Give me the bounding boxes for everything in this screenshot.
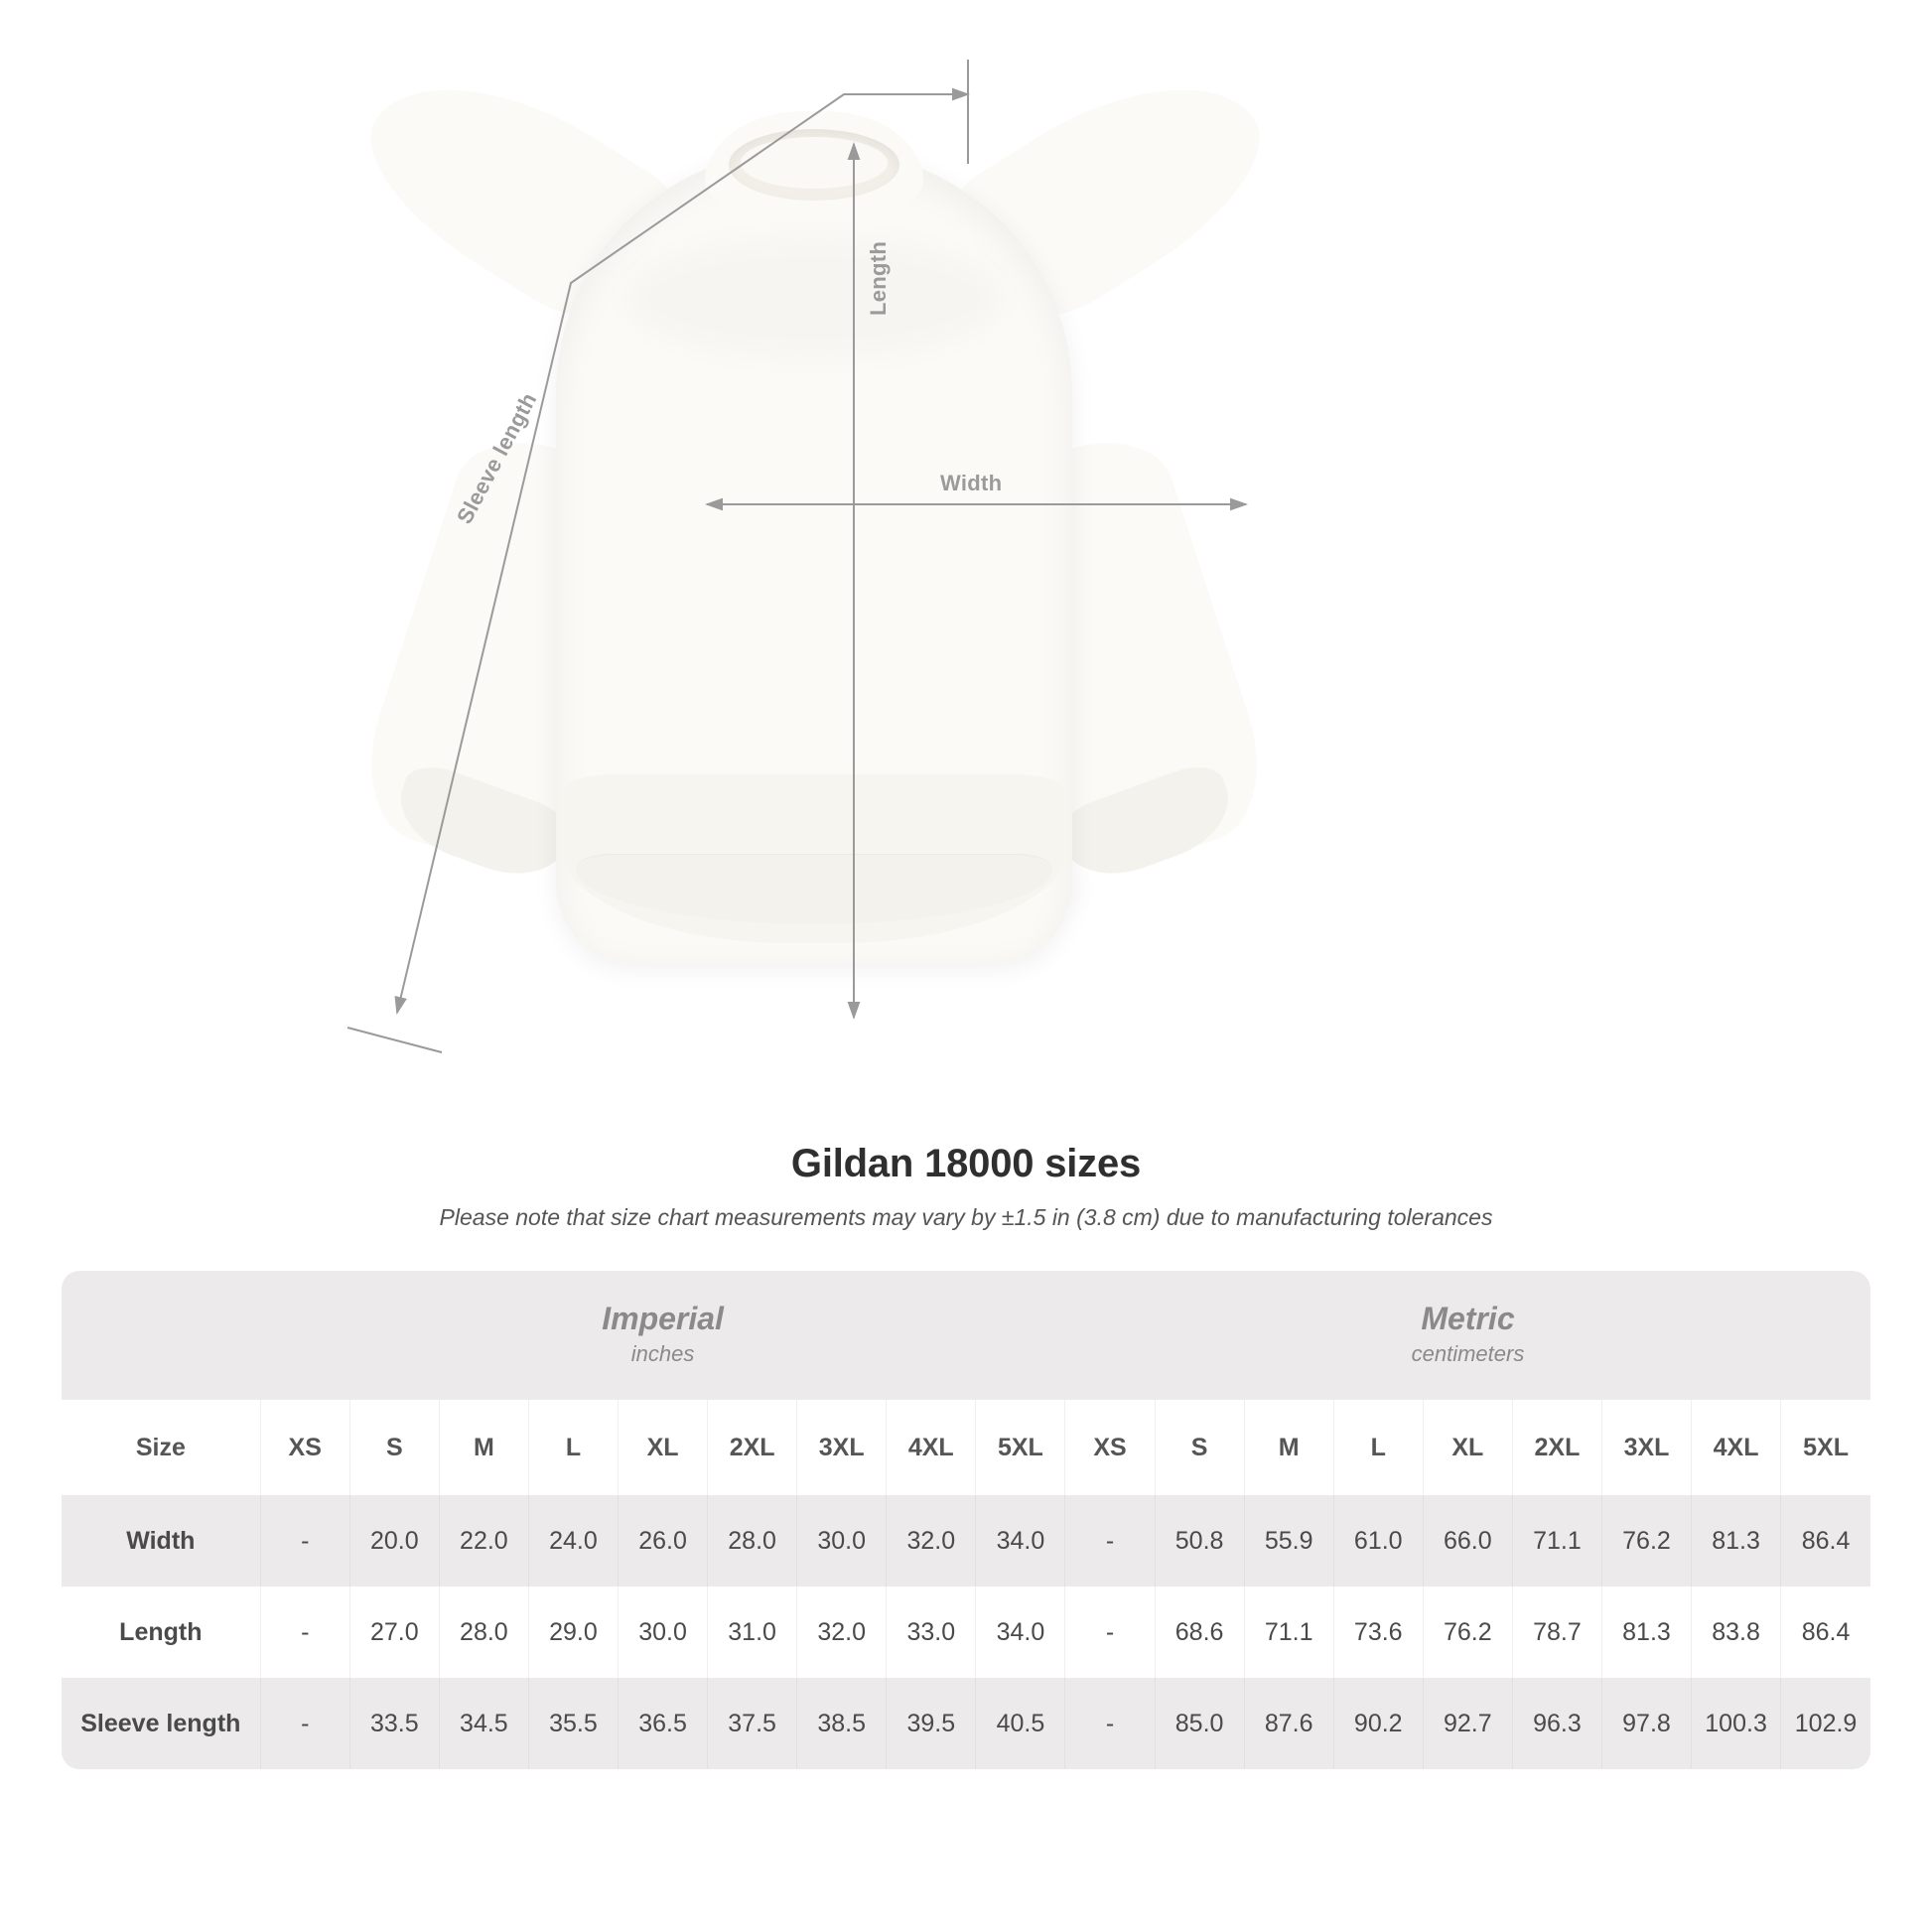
cell: - (1065, 1587, 1155, 1678)
heading-block (0, 1142, 1932, 1231)
column-header: 5XL (976, 1400, 1065, 1495)
table-row (62, 1587, 1870, 1678)
cell: 32.0 (887, 1495, 976, 1587)
cell: 29.0 (528, 1587, 618, 1678)
unit-group-metric-unit: centimeters (1411, 1340, 1525, 1366)
column-header: M (439, 1400, 528, 1495)
column-header: 2XL (708, 1400, 797, 1495)
cell: 61.0 (1333, 1495, 1423, 1587)
cell: 34.5 (439, 1678, 528, 1769)
column-header: S (349, 1400, 439, 1495)
column-header: 4XL (1692, 1400, 1781, 1495)
cell: 24.0 (528, 1495, 618, 1587)
cell: 96.3 (1512, 1678, 1601, 1769)
cell: 33.5 (349, 1678, 439, 1769)
row-label: Length (62, 1587, 260, 1678)
unit-group-imperial-unit: inches (630, 1340, 695, 1366)
cell: 34.0 (976, 1587, 1065, 1678)
cell: 68.6 (1155, 1587, 1244, 1678)
column-header: XS (1065, 1400, 1155, 1495)
cell: 90.2 (1333, 1678, 1423, 1769)
cell: 55.9 (1244, 1495, 1333, 1587)
cell: 87.6 (1244, 1678, 1333, 1769)
column-header: 3XL (797, 1400, 887, 1495)
cell: 34.0 (976, 1495, 1065, 1587)
cell: 37.5 (708, 1678, 797, 1769)
cell: 85.0 (1155, 1678, 1244, 1769)
cell: 22.0 (439, 1495, 528, 1587)
cell: 32.0 (797, 1587, 887, 1678)
unit-group-metric-name: Metric (1421, 1301, 1515, 1337)
width-dimension-label: Width (940, 471, 1003, 495)
size-table-wrapper (62, 1271, 1870, 1769)
cell: 40.5 (976, 1678, 1065, 1769)
cell: 83.8 (1692, 1587, 1781, 1678)
cell: 76.2 (1423, 1587, 1512, 1678)
cell: - (1065, 1495, 1155, 1587)
row-label: Width (62, 1495, 260, 1587)
cell: 27.0 (349, 1587, 439, 1678)
sweatshirt-graphic (328, 89, 1320, 1042)
shoulder-shading (625, 238, 1003, 357)
cell: 97.8 (1601, 1678, 1691, 1769)
column-header: 2XL (1512, 1400, 1601, 1495)
column-header: XL (1423, 1400, 1512, 1495)
cell: 30.0 (797, 1495, 887, 1587)
cell: 28.0 (439, 1587, 528, 1678)
column-header: 4XL (887, 1400, 976, 1495)
cell: 73.6 (1333, 1587, 1423, 1678)
cell: 76.2 (1601, 1495, 1691, 1587)
table-header-row (62, 1400, 1870, 1495)
cell: - (260, 1587, 349, 1678)
cell: 81.3 (1601, 1587, 1691, 1678)
row-label: Sleeve length (62, 1678, 260, 1769)
cell: 33.0 (887, 1587, 976, 1678)
cell: - (1065, 1678, 1155, 1769)
column-header: L (1333, 1400, 1423, 1495)
cell: 38.5 (797, 1678, 887, 1769)
sleeve-length-dimension-label: Sleeve length (452, 388, 542, 528)
column-header: XS (260, 1400, 349, 1495)
unit-group-imperial-name: Imperial (602, 1301, 724, 1337)
cell: 35.5 (528, 1678, 618, 1769)
length-dimension-label: Length (866, 240, 891, 316)
cell: 81.3 (1692, 1495, 1781, 1587)
column-header: XL (619, 1400, 708, 1495)
cell: 100.3 (1692, 1678, 1781, 1769)
column-header: 5XL (1781, 1400, 1870, 1495)
cell: 26.0 (619, 1495, 708, 1587)
cell: 50.8 (1155, 1495, 1244, 1587)
cell: - (260, 1495, 349, 1587)
cell: 36.5 (619, 1678, 708, 1769)
tolerance-note: Please note that size chart measurements may vary by ±1.5 in (3.8 cm) due to manufacturing tolerances (439, 1204, 1493, 1230)
cell: 86.4 (1801, 1617, 1851, 1646)
column-header: 3XL (1601, 1400, 1691, 1495)
neck-opening (741, 137, 888, 189)
unit-group-row (62, 1271, 1870, 1400)
cell: - (260, 1678, 349, 1769)
size-table (62, 1271, 1870, 1769)
unit-group-imperial (260, 1271, 1065, 1400)
cell: 20.0 (349, 1495, 439, 1587)
column-header: L (528, 1400, 618, 1495)
table-row (62, 1495, 1870, 1587)
cell: 28.0 (708, 1495, 797, 1587)
size-header-label: Size (62, 1400, 260, 1495)
cell: 71.1 (1244, 1587, 1333, 1678)
cell: 86.4 (1781, 1495, 1870, 1587)
table-row (62, 1678, 1870, 1769)
page-title: Gildan 18000 sizes (790, 1142, 1142, 1185)
column-header: S (1155, 1400, 1244, 1495)
cell: 30.0 (619, 1587, 708, 1678)
cell: 31.0 (708, 1587, 797, 1678)
unit-group-metric (1065, 1271, 1870, 1400)
cell: 102.9 (1781, 1678, 1870, 1769)
cell: 39.5 (887, 1678, 976, 1769)
unit-corner-left (62, 1271, 260, 1400)
cell: 92.7 (1423, 1678, 1512, 1769)
cell: 78.7 (1512, 1587, 1601, 1678)
column-header: M (1244, 1400, 1333, 1495)
cell: 66.0 (1423, 1495, 1512, 1587)
cell: 71.1 (1512, 1495, 1601, 1587)
